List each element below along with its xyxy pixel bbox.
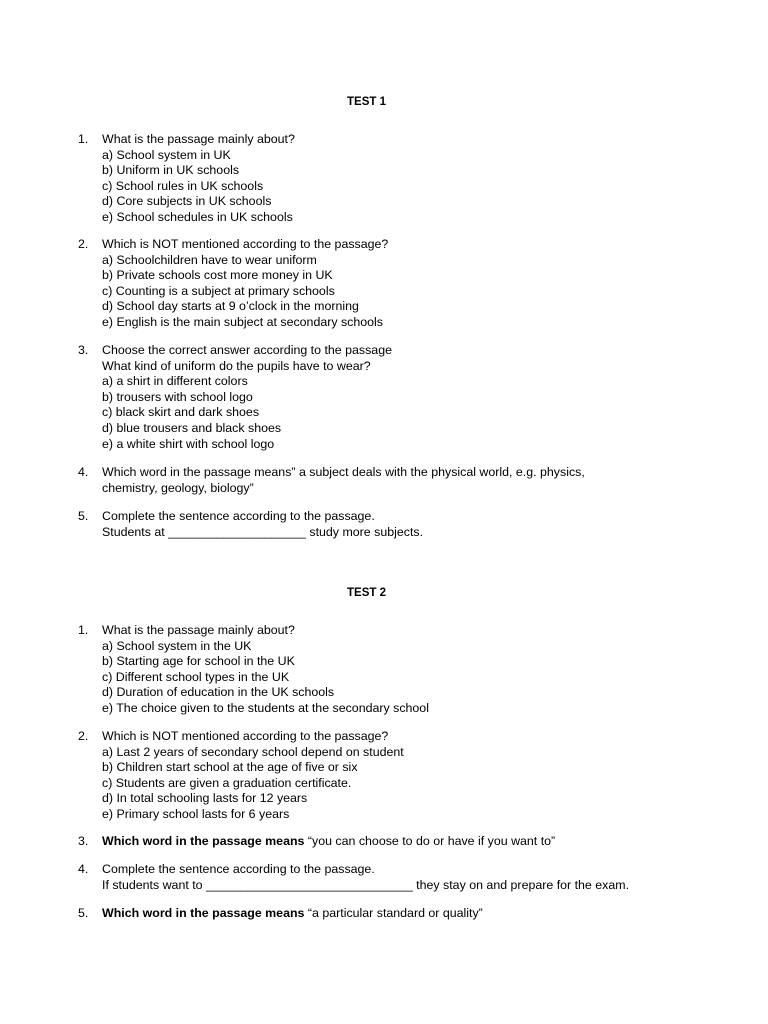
answer-option-c: c) black skirt and dark shoes: [102, 405, 260, 420]
answer-option-e: e) The choice given to the students at the secondary school: [102, 700, 429, 715]
test-2-question-2: [78, 729, 718, 823]
question-subtext: What kind of uniform do the pupils have to wear?: [102, 358, 371, 373]
answer-option-a: a) a shirt in different colors: [102, 374, 248, 389]
question-text: “a particular standard or quality”: [304, 906, 483, 920]
answer-option-b: b) Private schools cost more money in UK: [102, 268, 333, 283]
answer-option-c: c) Different school types in the UK: [102, 669, 290, 684]
question-text: “you can choose to do or have if you want to”: [304, 834, 556, 848]
answer-option-c: c) Counting is a subject at primary schools: [102, 283, 335, 298]
answer-option-a: a) Schoolchildren have to wear uniform: [102, 252, 317, 267]
answer-option-e: e) a white shirt with school logo: [102, 436, 275, 451]
test-2-question-5: [78, 906, 718, 922]
fill-in-sentence: Students at ____________________ study more subjects.: [102, 524, 424, 539]
answer-option-c: c) School rules in UK schools: [102, 178, 264, 193]
test-2-title: TEST 2: [347, 587, 386, 599]
test-1-title: TEST 1: [347, 96, 386, 108]
question-number: 2.: [78, 237, 89, 251]
test-1-question-2: [78, 237, 718, 331]
answer-option-a: a) School system in UK: [102, 147, 231, 162]
answer-option-e: e) Primary school lasts for 6 years: [102, 806, 290, 821]
test-2-question-4: [78, 862, 718, 893]
answer-option-d: d) School day starts at 9 o’clock in the morning: [102, 299, 359, 314]
answer-option-c: c) Students are given a graduation certificate.: [102, 775, 352, 790]
answer-option-a: a) Last 2 years of secondary school depend on student: [102, 744, 404, 759]
question-text: Choose the correct answer according to the passage: [102, 343, 392, 357]
answer-option-d: d) Core subjects in UK schools: [102, 194, 272, 209]
answer-option-d: d) blue trousers and black shoes: [102, 420, 282, 435]
question-number: 4.: [78, 465, 89, 479]
question-bold-lead: Which word in the passage means: [102, 906, 305, 920]
question-text: What is the passage mainly about?: [102, 623, 295, 637]
answer-option-e: e) School schedules in UK schools: [102, 209, 293, 224]
answer-option-b: b) trousers with school logo: [102, 389, 253, 404]
answer-option-b: b) Uniform in UK schools: [102, 163, 240, 178]
test-1-question-3: [78, 343, 718, 452]
question-bold-lead: Which word in the passage means: [102, 834, 305, 848]
question-number: 5.: [78, 906, 89, 920]
question-number: 3.: [78, 834, 89, 848]
question-text: Which word in the passage means” a subject deals with the physical world, e.g. physics, chemistry, geology, biology”: [102, 465, 585, 495]
test-2-question-3: [78, 834, 718, 850]
answer-option-e: e) English is the main subject at secondary schools: [102, 314, 383, 329]
question-text: Complete the sentence according to the passage.: [102, 862, 375, 876]
question-number: 2.: [78, 729, 89, 743]
test-1-question-1: [78, 132, 718, 226]
answer-option-d: d) Duration of education in the UK schools: [102, 685, 335, 700]
answer-option-b: b) Children start school at the age of five or six: [102, 760, 358, 775]
test-1-question-5: [78, 509, 718, 540]
test-1-question-4: [78, 465, 638, 496]
question-number: 1.: [78, 132, 89, 146]
question-number: 5.: [78, 509, 89, 523]
test-2-question-1: [78, 623, 718, 717]
answer-option-b: b) Starting age for school in the UK: [102, 654, 295, 669]
question-text: What is the passage mainly about?: [102, 132, 295, 146]
question-number: 4.: [78, 862, 89, 876]
question-text: Complete the sentence according to the passage.: [102, 509, 375, 523]
fill-in-sentence: If students want to ______________________________ they stay on and prepare for the exam.: [102, 877, 630, 892]
answer-option-d: d) In total schooling lasts for 12 years: [102, 791, 308, 806]
question-number: 3.: [78, 343, 89, 357]
question-text: Which is NOT mentioned according to the passage?: [102, 237, 389, 251]
question-number: 1.: [78, 623, 89, 637]
answer-option-a: a) School system in the UK: [102, 638, 252, 653]
question-text: Which is NOT mentioned according to the passage?: [102, 729, 389, 743]
